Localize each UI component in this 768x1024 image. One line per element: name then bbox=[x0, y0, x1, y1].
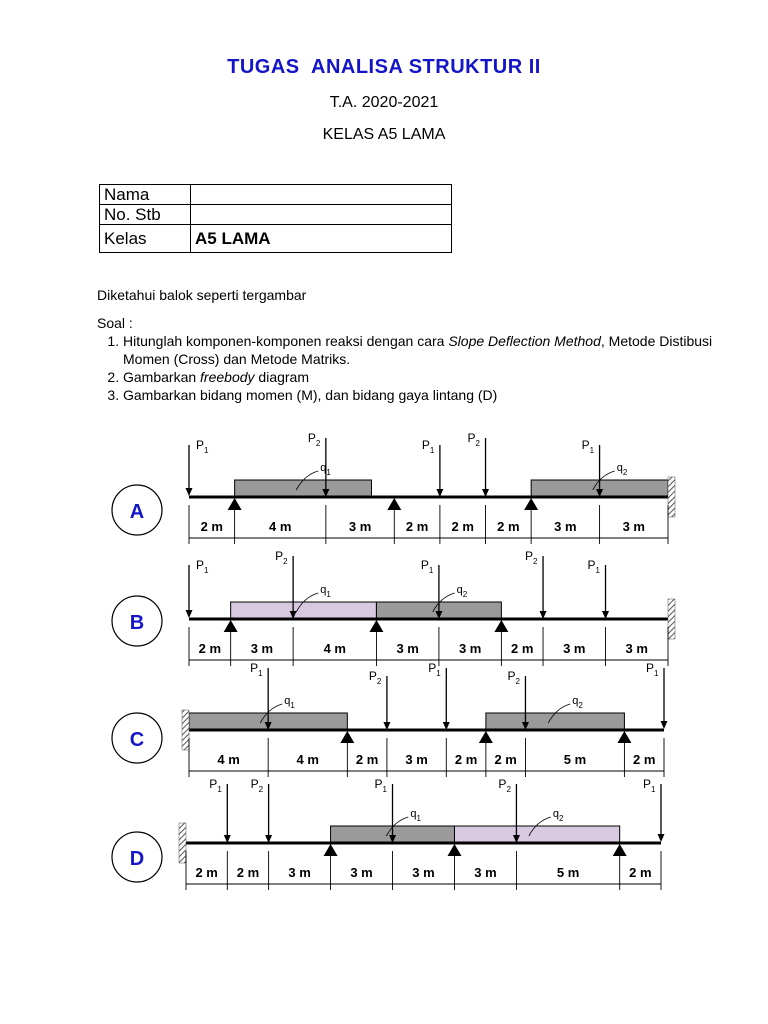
beam-d-span-length: 2 m bbox=[629, 865, 652, 880]
beam-d-span-length: 3 m bbox=[412, 865, 435, 880]
beam-b-fixed-support bbox=[668, 599, 675, 639]
beam-c-span-length: 2 m bbox=[633, 752, 656, 767]
beam-b-udl-label: $q_1$ bbox=[320, 584, 331, 599]
beam-d-span-length: 3 m bbox=[350, 865, 373, 880]
beam-b-load-label: $P_1$ bbox=[420, 558, 434, 575]
question-text: diagram bbox=[254, 369, 309, 385]
beam-c-load-p1-arrowhead bbox=[661, 721, 668, 729]
beam-d-label: D bbox=[129, 848, 145, 870]
beam-b-load-label: $P_1$ bbox=[196, 558, 209, 575]
question-text: Hitunglah komponen-komponen reaksi dengan cara bbox=[123, 333, 449, 349]
beam-b-span-length: 3 m bbox=[563, 641, 586, 656]
info-label: Kelas bbox=[100, 225, 191, 253]
beam-a-load-label: $P_2$ bbox=[467, 431, 480, 448]
beam-a-label: A bbox=[129, 501, 145, 523]
beam-b-label: B bbox=[129, 612, 145, 634]
beam-a-span-length: 3 m bbox=[554, 519, 577, 534]
beam-c-span-length: 2 m bbox=[454, 752, 478, 767]
beam-a-load-label: $P_1$ bbox=[581, 438, 595, 455]
beam-a-span-length: 2 m bbox=[200, 519, 224, 534]
beam-a-span-length: 3 m bbox=[622, 519, 645, 534]
beam-c-span-length: 2 m bbox=[494, 752, 517, 767]
info-label: No. Stb bbox=[100, 205, 191, 225]
beam-c-load-label: $P_2$ bbox=[507, 669, 520, 686]
beam-b-span-length: 2 m bbox=[198, 641, 222, 656]
soal-label: Soal : bbox=[97, 315, 133, 331]
question-emphasis: Slope Deflection Method bbox=[448, 333, 601, 349]
beam-d-load-p1-arrowhead bbox=[658, 834, 665, 842]
beam-c-span-length: 4 m bbox=[217, 752, 240, 767]
beam-d-load-label: $P_2$ bbox=[498, 777, 511, 794]
beam-c-load-label: $P_1$ bbox=[250, 661, 263, 678]
beam-b-span-length: 3 m bbox=[396, 641, 419, 656]
beam-c-fixed-support bbox=[182, 710, 189, 750]
beam-d-span-length: 2 m bbox=[195, 865, 218, 880]
beam-c-load-label: $P_1$ bbox=[646, 661, 659, 678]
question-text: Gambarkan bbox=[123, 369, 201, 385]
beam-a-load-label: $P_1$ bbox=[421, 438, 435, 455]
intro-text: Diketahui balok seperti tergambar bbox=[97, 287, 307, 303]
beam-b-load-label: $P_2$ bbox=[525, 549, 538, 566]
beam-d-load-label: $P_2$ bbox=[250, 777, 264, 794]
beam-d-udl-label: $q_2$ bbox=[552, 808, 564, 823]
beam-c-span-length: 5 m bbox=[563, 752, 587, 767]
beam-d-span-length: 3 m bbox=[288, 865, 311, 880]
beam-d-span-length: 3 m bbox=[474, 865, 497, 880]
beam-b-span-length: 3 m bbox=[250, 641, 274, 656]
beam-a-load-label: $P_1$ bbox=[196, 438, 209, 455]
info-value[interactable]: A5 LAMA bbox=[191, 225, 452, 253]
beam-c-udl-q2 bbox=[486, 713, 625, 730]
beam-b-udl-label: $q_2$ bbox=[456, 584, 468, 599]
beam-b-udl-q1 bbox=[231, 602, 377, 619]
beam-a-load-label: $P_2$ bbox=[307, 431, 321, 448]
beam-c-span-length: 4 m bbox=[296, 752, 319, 767]
beam-c-load-label: $P_2$ bbox=[368, 669, 382, 686]
beam-c-span-length: 3 m bbox=[405, 752, 428, 767]
beam-c-span-length: 2 m bbox=[355, 752, 379, 767]
beam-d-span-length: 5 m bbox=[556, 865, 580, 880]
beam-a-span-length: 3 m bbox=[348, 519, 372, 534]
beam-d-fixed-support bbox=[179, 823, 186, 863]
beam-a-span-length: 2 m bbox=[405, 519, 429, 534]
beam-a-udl-label: $q_2$ bbox=[616, 462, 628, 477]
beam-d-udl-label: $q_1$ bbox=[410, 808, 421, 823]
question-emphasis: freebody bbox=[200, 369, 255, 385]
beam-d-udl-q2 bbox=[454, 826, 619, 843]
beam-b-load-label: $P_1$ bbox=[587, 558, 600, 575]
beam-c-udl-label: $q_2$ bbox=[572, 695, 583, 710]
beam-a-udl-label: $q_1$ bbox=[320, 462, 331, 477]
page-title: TUGAS ANALISA STRUKTUR II bbox=[227, 56, 541, 78]
beam-a-fixed-support bbox=[668, 477, 675, 517]
beam-d-load-label: $P_1$ bbox=[209, 777, 222, 794]
beam-d-load-label: $P_1$ bbox=[643, 777, 656, 794]
beam-c-load-label: $P_1$ bbox=[428, 661, 441, 678]
beam-b-span-length: 4 m bbox=[323, 641, 346, 656]
beam-b-span-length: 3 m bbox=[458, 641, 482, 656]
question-text: , Metode Distibusi Momen (Cross) dan Metode Matriks. bbox=[123, 333, 713, 367]
class-heading: KELAS A5 LAMA bbox=[322, 126, 446, 143]
beam-a-load-p1-arrowhead bbox=[186, 488, 193, 496]
beam-a-udl-q1 bbox=[235, 480, 372, 497]
question-text: Gambarkan bidang momen (M), dan bidang gaya lintang (D) bbox=[123, 387, 498, 403]
beam-d-span-length: 2 m bbox=[236, 865, 260, 880]
beam-b-load-label: $P_2$ bbox=[275, 549, 288, 566]
info-label: Nama bbox=[100, 185, 191, 205]
beam-b-span-length: 3 m bbox=[625, 641, 648, 656]
beam-c-udl-label: $q_1$ bbox=[284, 695, 295, 710]
beam-a-span-length: 2 m bbox=[497, 519, 520, 534]
beam-b-span-length: 2 m bbox=[511, 641, 534, 656]
beam-c-label: C bbox=[129, 729, 145, 751]
beam-a-span-length: 4 m bbox=[269, 519, 292, 534]
beam-b-load-p1-arrowhead bbox=[186, 610, 193, 618]
beam-a-span-length: 2 m bbox=[451, 519, 474, 534]
academic-year: T.A. 2020-2021 bbox=[329, 94, 439, 111]
beam-d-load-label: $P_1$ bbox=[374, 777, 387, 794]
